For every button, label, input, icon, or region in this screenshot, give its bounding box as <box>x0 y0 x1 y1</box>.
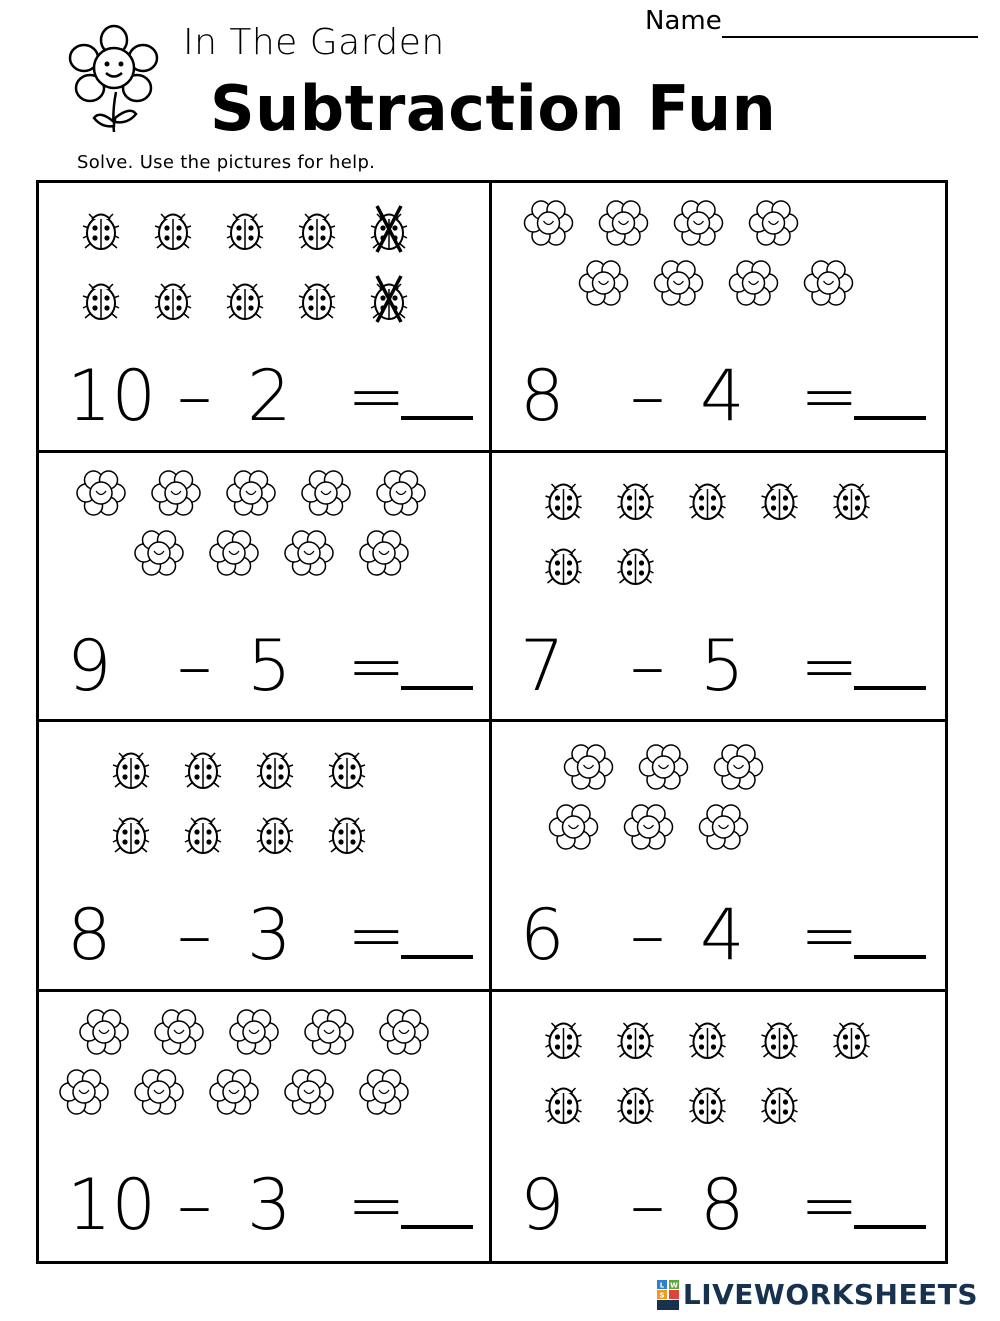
logo-mark-icon <box>657 1280 679 1310</box>
equals-sign: = <box>800 624 859 707</box>
ladybug-icon <box>690 1088 726 1123</box>
ladybug-icon <box>299 284 335 319</box>
ladybug-icon <box>618 1023 654 1058</box>
logo-text: LIVEWORKSHEETS <box>682 1278 978 1311</box>
ladybug-icon <box>690 1023 726 1058</box>
problem-box <box>492 183 945 453</box>
ladybug-icon <box>299 214 335 249</box>
ladybug-icon <box>762 1088 798 1123</box>
ladybug-icon <box>546 549 582 584</box>
ladybug-icon <box>618 484 654 519</box>
problem-box <box>39 992 492 1262</box>
ladybug-icon <box>113 818 149 853</box>
minuend: 6 <box>520 894 565 976</box>
logo-block-navy <box>657 1300 679 1310</box>
subtrahend: 2 <box>247 355 292 437</box>
equals-sign: = <box>800 894 859 976</box>
picture-group <box>39 992 489 1167</box>
problem-box <box>492 722 945 992</box>
equation <box>67 351 487 441</box>
minus-sign: – <box>630 624 665 707</box>
flower-icon <box>805 261 853 305</box>
problem-box <box>492 992 945 1262</box>
flower-icon <box>580 261 628 305</box>
ladybug-icon <box>227 214 263 249</box>
ladybug-icon <box>185 818 221 853</box>
ladybug-icon <box>834 484 870 519</box>
flower-icon <box>360 1070 408 1114</box>
logo-mark-letter: L <box>659 1281 665 1289</box>
instructions: Solve. Use the pictures for help. <box>77 152 376 173</box>
flower-icon <box>135 531 183 575</box>
minuend: 10 <box>67 355 157 437</box>
equation <box>67 890 487 980</box>
problem-box <box>39 722 492 992</box>
flower-icon <box>625 805 673 849</box>
ladybug-icon <box>257 753 293 788</box>
ladybug-icon <box>155 214 191 249</box>
flower-icon <box>285 1070 333 1114</box>
ladybug-icon <box>618 1088 654 1123</box>
flower-icon <box>135 1070 183 1114</box>
flower-icon <box>230 1010 278 1054</box>
answer-blank[interactable] <box>854 686 926 690</box>
answer-blank[interactable] <box>401 955 473 959</box>
minus-sign: – <box>177 355 212 437</box>
equals-sign: = <box>347 1163 406 1246</box>
picture-group <box>39 183 489 358</box>
ladybug-icon <box>546 484 582 519</box>
ladybug-icon <box>329 753 365 788</box>
flower-icon <box>550 805 598 849</box>
name-line[interactable] <box>722 36 978 38</box>
minuend: 9 <box>67 624 112 707</box>
problem-box <box>39 183 492 453</box>
ladybug-icon <box>227 284 263 319</box>
problem-grid <box>36 180 948 1264</box>
answer-blank[interactable] <box>854 416 926 420</box>
flower-icon <box>655 261 703 305</box>
flower-icon <box>305 1010 353 1054</box>
logo-mark-letter: W <box>670 1281 678 1289</box>
picture-group <box>39 453 489 628</box>
flower-icon <box>80 1010 128 1054</box>
ladybug-icon <box>83 214 119 249</box>
answer-blank[interactable] <box>401 416 473 420</box>
subtrahend: 5 <box>700 624 745 707</box>
minuend: 10 <box>67 1163 157 1246</box>
flower-icon <box>380 1010 428 1054</box>
flower-icon <box>715 745 763 789</box>
minuend: 9 <box>520 1163 565 1246</box>
answer-blank[interactable] <box>854 1225 926 1229</box>
equation <box>67 621 487 711</box>
flower-icon <box>750 201 798 245</box>
ladybug-icon <box>113 753 149 788</box>
flower-icon <box>730 261 778 305</box>
flower-icon <box>60 1070 108 1114</box>
flower-icon <box>600 201 648 245</box>
ladybug-icon <box>257 818 293 853</box>
name-label: Name <box>645 6 722 36</box>
logo-block-red <box>669 1290 679 1299</box>
equation <box>520 351 940 441</box>
flower-icon <box>285 531 333 575</box>
equals-sign: = <box>347 894 406 976</box>
worksheet-title: Subtraction Fun <box>210 72 777 145</box>
flower-icon <box>525 201 573 245</box>
subtrahend: 3 <box>247 1163 292 1246</box>
flower-icon <box>377 471 425 515</box>
flower-icon <box>675 201 723 245</box>
ladybug-icon <box>155 284 191 319</box>
picture-group <box>492 183 945 358</box>
picture-group <box>492 722 945 897</box>
minuend: 8 <box>520 355 565 437</box>
picture-group <box>492 992 945 1167</box>
ladybug-icon <box>83 284 119 319</box>
picture-group <box>39 722 489 897</box>
subtrahend: 5 <box>247 624 292 707</box>
minus-sign: – <box>630 355 665 437</box>
subtrahend: 8 <box>700 1163 745 1246</box>
logo-mark-letter: S <box>659 1291 665 1299</box>
minuend: 8 <box>67 894 112 976</box>
flower-icon <box>700 805 748 849</box>
minus-sign: – <box>177 1163 212 1246</box>
minus-sign: – <box>177 624 212 707</box>
flower-icon <box>227 471 275 515</box>
flower-icon <box>210 531 258 575</box>
ladybug-icon <box>546 1023 582 1058</box>
flower-icon <box>77 471 125 515</box>
ladybug-icon <box>185 753 221 788</box>
worksheet-subtitle: In The Garden <box>183 22 445 63</box>
ladybug-icon <box>618 549 654 584</box>
problem-box <box>492 453 945 723</box>
ladybug-icon <box>762 1023 798 1058</box>
header-flower-icon <box>64 22 164 142</box>
equals-sign: = <box>347 355 406 437</box>
equation <box>520 1160 940 1250</box>
flower-icon <box>360 531 408 575</box>
equation <box>520 890 940 980</box>
equation <box>67 1160 487 1250</box>
flower-icon <box>152 471 200 515</box>
picture-group <box>492 453 945 628</box>
minus-sign: – <box>630 1163 665 1246</box>
flower-icon <box>155 1010 203 1054</box>
flower-icon <box>565 745 613 789</box>
answer-blank[interactable] <box>401 1225 473 1229</box>
subtrahend: 4 <box>700 355 745 437</box>
liveworksheets-logo[interactable] <box>657 1278 978 1311</box>
ladybug-icon <box>690 484 726 519</box>
equals-sign: = <box>800 355 859 437</box>
answer-blank[interactable] <box>401 686 473 690</box>
flower-icon <box>640 745 688 789</box>
ladybug-icon <box>834 1023 870 1058</box>
ladybug-icon <box>329 818 365 853</box>
minus-sign: – <box>630 894 665 976</box>
ladybug-icon <box>546 1088 582 1123</box>
equation <box>520 621 940 711</box>
ladybug-icon <box>762 484 798 519</box>
equals-sign: = <box>347 624 406 707</box>
equals-sign: = <box>800 1163 859 1246</box>
answer-blank[interactable] <box>854 955 926 959</box>
problem-box <box>39 453 492 723</box>
flower-icon <box>210 1070 258 1114</box>
minus-sign: – <box>177 894 212 976</box>
flower-icon <box>302 471 350 515</box>
minuend: 7 <box>520 624 565 707</box>
subtrahend: 4 <box>700 894 745 976</box>
subtrahend: 3 <box>247 894 292 976</box>
